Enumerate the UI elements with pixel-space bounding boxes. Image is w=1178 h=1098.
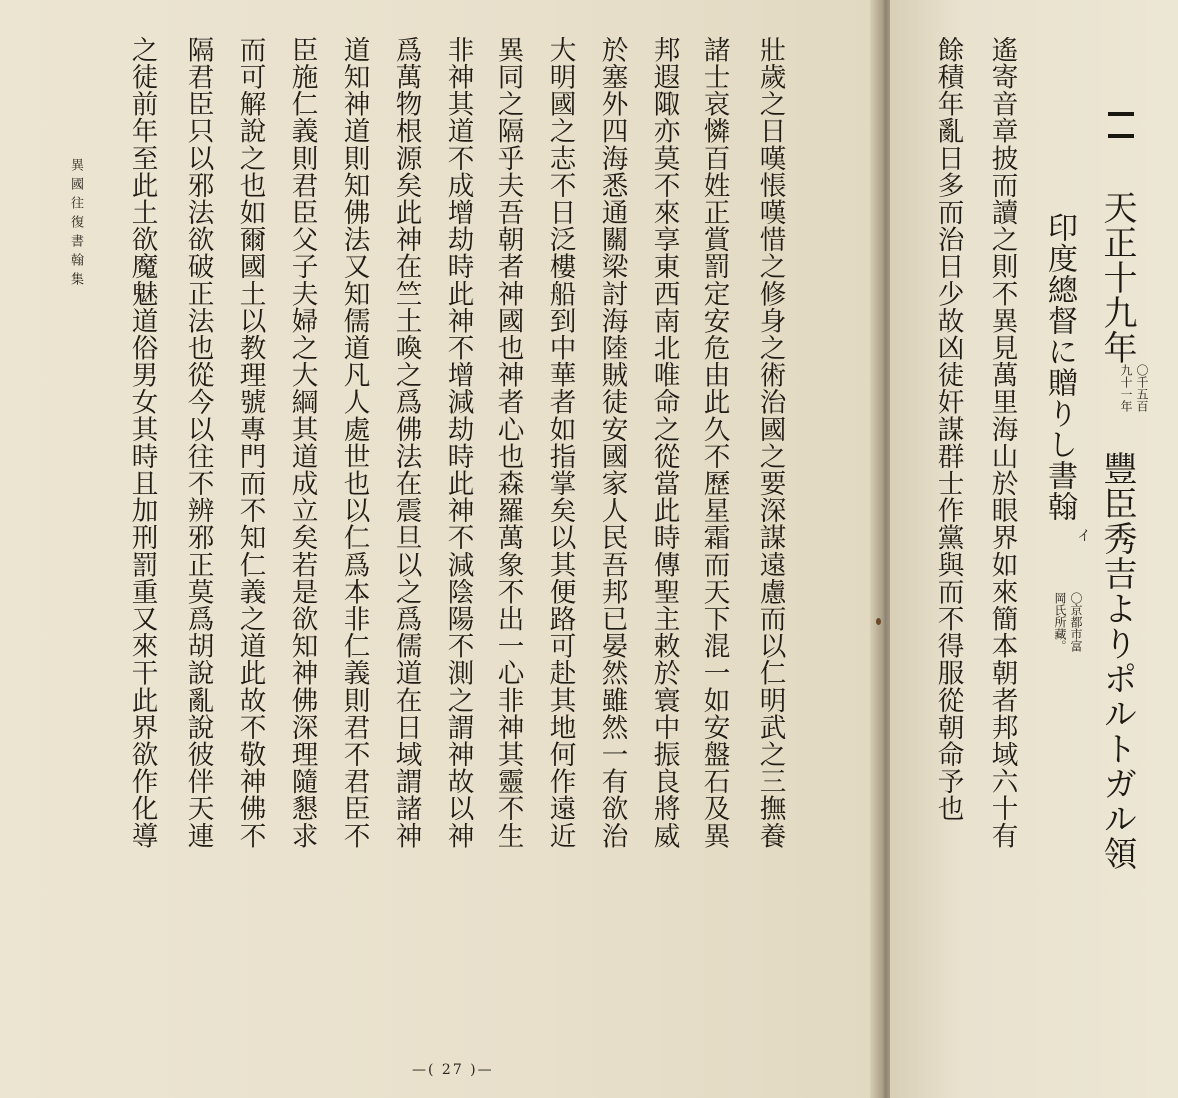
heading-rest: 豐臣秀吉よりポルトガル領 xyxy=(1097,451,1137,871)
body-text-column: 餘積年亂日多而治日少故凶徒奸謀群士作黨與而不得服從朝命予也 xyxy=(932,36,964,822)
body-text-column: 而可解說之也如爾國土以教理號專門而不知仁義之道此故不敬神佛不 xyxy=(234,36,266,849)
paper-speck xyxy=(876,618,881,625)
body-text-column: 臣施仁義則君臣父子夫婦之大綱其道成立矣若是欲知神佛深理隨懇求 xyxy=(286,36,318,849)
body-text-column: 隔君臣只以邪法欲破正法也從今以往不辨邪正莫爲胡說亂說彼伴天連 xyxy=(182,36,214,849)
body-text-column: 壯歲之日嘆悵嘆惜之修身之術治國之要深謀遠慮而以仁明武之三撫養 xyxy=(754,36,786,849)
subheading-mark: イ xyxy=(1075,528,1091,542)
body-text-column: 於塞外四海悉通關梁討海陸賊徒安國家人民吾邦已晏然雖然一有欲治 xyxy=(596,36,628,849)
heading-era-year: 天正十九年 xyxy=(1097,190,1137,365)
collection-note-1: 〇京都市富 xyxy=(1069,592,1083,652)
year-note-bottom: 九十一年 xyxy=(1119,364,1133,412)
body-text-column: 異同之隔乎夫吾朝者神國也神者心也森羅萬象不出一心非神其靈不生 xyxy=(492,36,524,849)
body-text-column: 道知神道則知佛法又知儒道凡人處世也以仁爲本非仁義則君不君臣不 xyxy=(338,36,370,849)
body-text-column: 非神其道不成增劫時此神不增減劫時此神不減陰陽不測之謂神故以神 xyxy=(442,36,474,849)
collection-note-2: 岡氏所藏。 xyxy=(1053,592,1067,652)
page-number: —( 27 )— xyxy=(412,1062,494,1078)
body-text-column: 大明國之志不日泛樓船到中華者如指掌矣以其便路可赴其地何作遠近 xyxy=(544,36,576,849)
body-text-column: 邦遐陬亦莫不來享東西南北唯命之從當此時傳聖主敕於寰中振良將威 xyxy=(648,36,680,849)
body-text-column: 諸士哀憐百姓正賞罰定安危由此久不歷星霜而天下混一如安盤石及異 xyxy=(698,36,730,849)
year-note-top: 〇千五百 xyxy=(1135,364,1149,412)
body-text-column: 爲萬物根源矣此神在竺土喚之爲佛法在震旦以之爲儒道在日域謂諸神 xyxy=(390,36,422,849)
document-heading xyxy=(1097,190,1137,871)
document-number-mark xyxy=(1108,112,1134,156)
document-subheading: 印度總督に贈りし書翰 xyxy=(1042,212,1077,522)
body-text-column: 之徒前年至此土欲魔魅道俗男女其時且加刑罰重又來干此界欲作化導 xyxy=(126,36,158,849)
book-title-sidebar: 異國往復書翰集 xyxy=(68,158,83,291)
body-text-column: 遙寄音章披而讀之則不異見萬里海山於眼界如來簡本朝者邦域六十有 xyxy=(986,36,1018,849)
